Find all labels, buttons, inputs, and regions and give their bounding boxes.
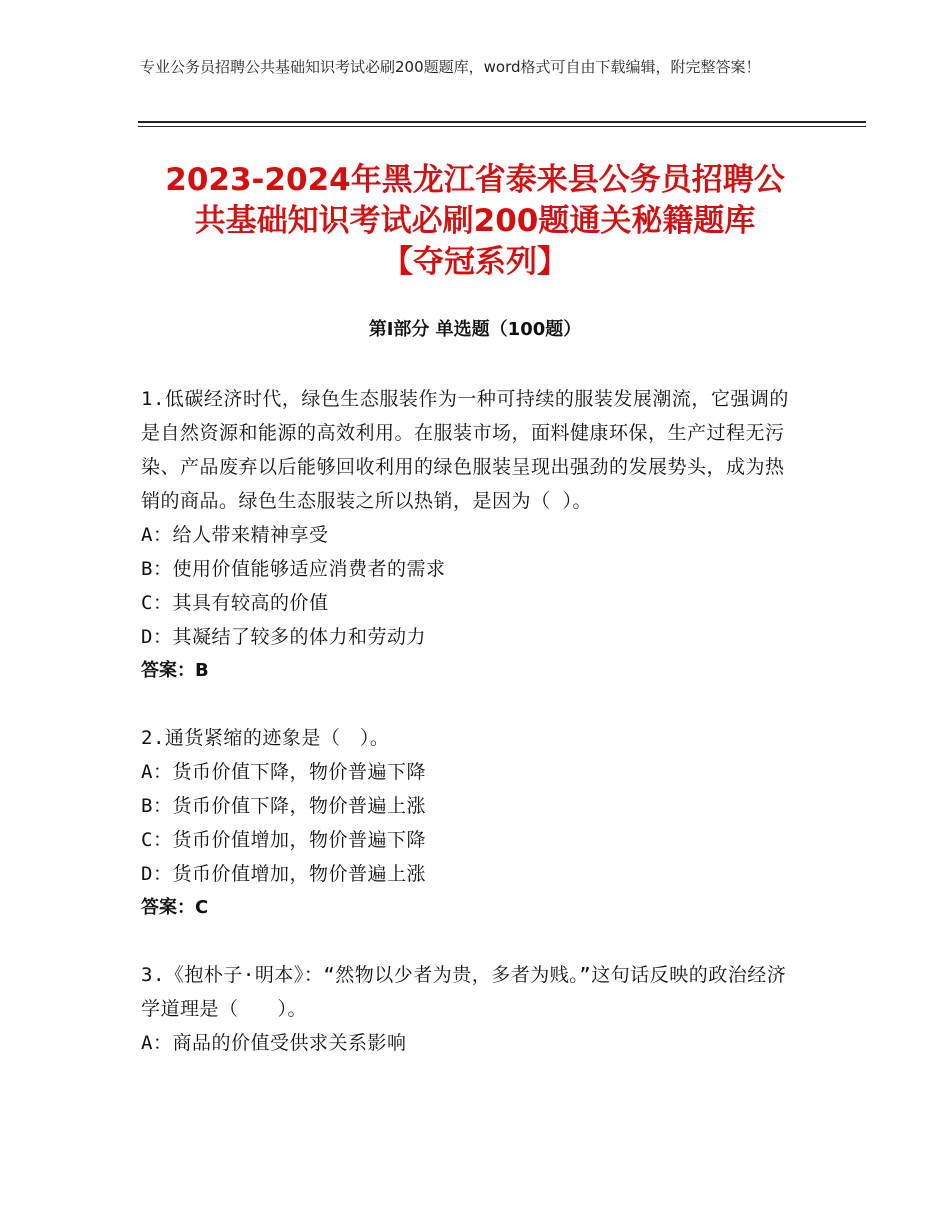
question-stem: 2.通货紧缩的迹象是（ ）。 bbox=[141, 727, 390, 749]
title-line-2: 共基础知识考试必刷200题通关秘籍题库 bbox=[194, 203, 756, 239]
question-1 bbox=[141, 382, 801, 688]
option-a: A：商品的价值受供求关系影响 bbox=[141, 1032, 407, 1054]
question-3 bbox=[141, 958, 801, 1060]
option-d: D：其凝结了较多的体力和劳动力 bbox=[141, 626, 426, 648]
answer: 答案：C bbox=[141, 897, 209, 918]
option-a: A：货币价值下降，物价普遍下降 bbox=[141, 761, 426, 783]
option-d: D：货币价值增加，物价普遍上涨 bbox=[141, 863, 426, 885]
question-stem: 3.《抱朴子·明本》：“然物以少者为贵，多者为贱。”这句话反映的政治经济学道理是（ ）。 bbox=[141, 964, 787, 1020]
answer: 答案：B bbox=[141, 660, 209, 681]
question-stem: 1.低碳经济时代，绿色生态服装作为一种可持续的服装发展潮流，它强调的是自然资源和能源的高效利用。在服装市场，面料健康环保，生产过程无污染、产品废弃以后能够回收利用的绿色服装呈现出强劲的发展势头，成为热销的商品。绿色生态服装之所以热销，是因为（ ）。 bbox=[141, 388, 789, 512]
header-rule-thick bbox=[138, 121, 866, 123]
header-note: 专业公务员招聘公共基础知识考试必刷200题题库，word格式可自由下载编辑，附完整答案！ bbox=[140, 58, 761, 76]
document-title bbox=[110, 160, 840, 283]
question-2 bbox=[141, 721, 801, 925]
option-c: C：其具有较高的价值 bbox=[141, 592, 329, 614]
title-line-1: 2023-2024年黑龙江省泰来县公务员招聘公 bbox=[165, 162, 785, 198]
header-rule-thin bbox=[138, 126, 866, 127]
option-b: B：使用价值能够适应消费者的需求 bbox=[141, 558, 446, 580]
title-line-3: 【夺冠系列】 bbox=[382, 244, 568, 280]
section-title: 第Ⅰ部分 单选题（100题） bbox=[368, 319, 582, 340]
option-a: A：给人带来精神享受 bbox=[141, 524, 329, 546]
option-c: C：货币价值增加，物价普遍下降 bbox=[141, 829, 426, 851]
question-list bbox=[141, 382, 801, 1093]
option-b: B：货币价值下降，物价普遍上涨 bbox=[141, 795, 426, 817]
